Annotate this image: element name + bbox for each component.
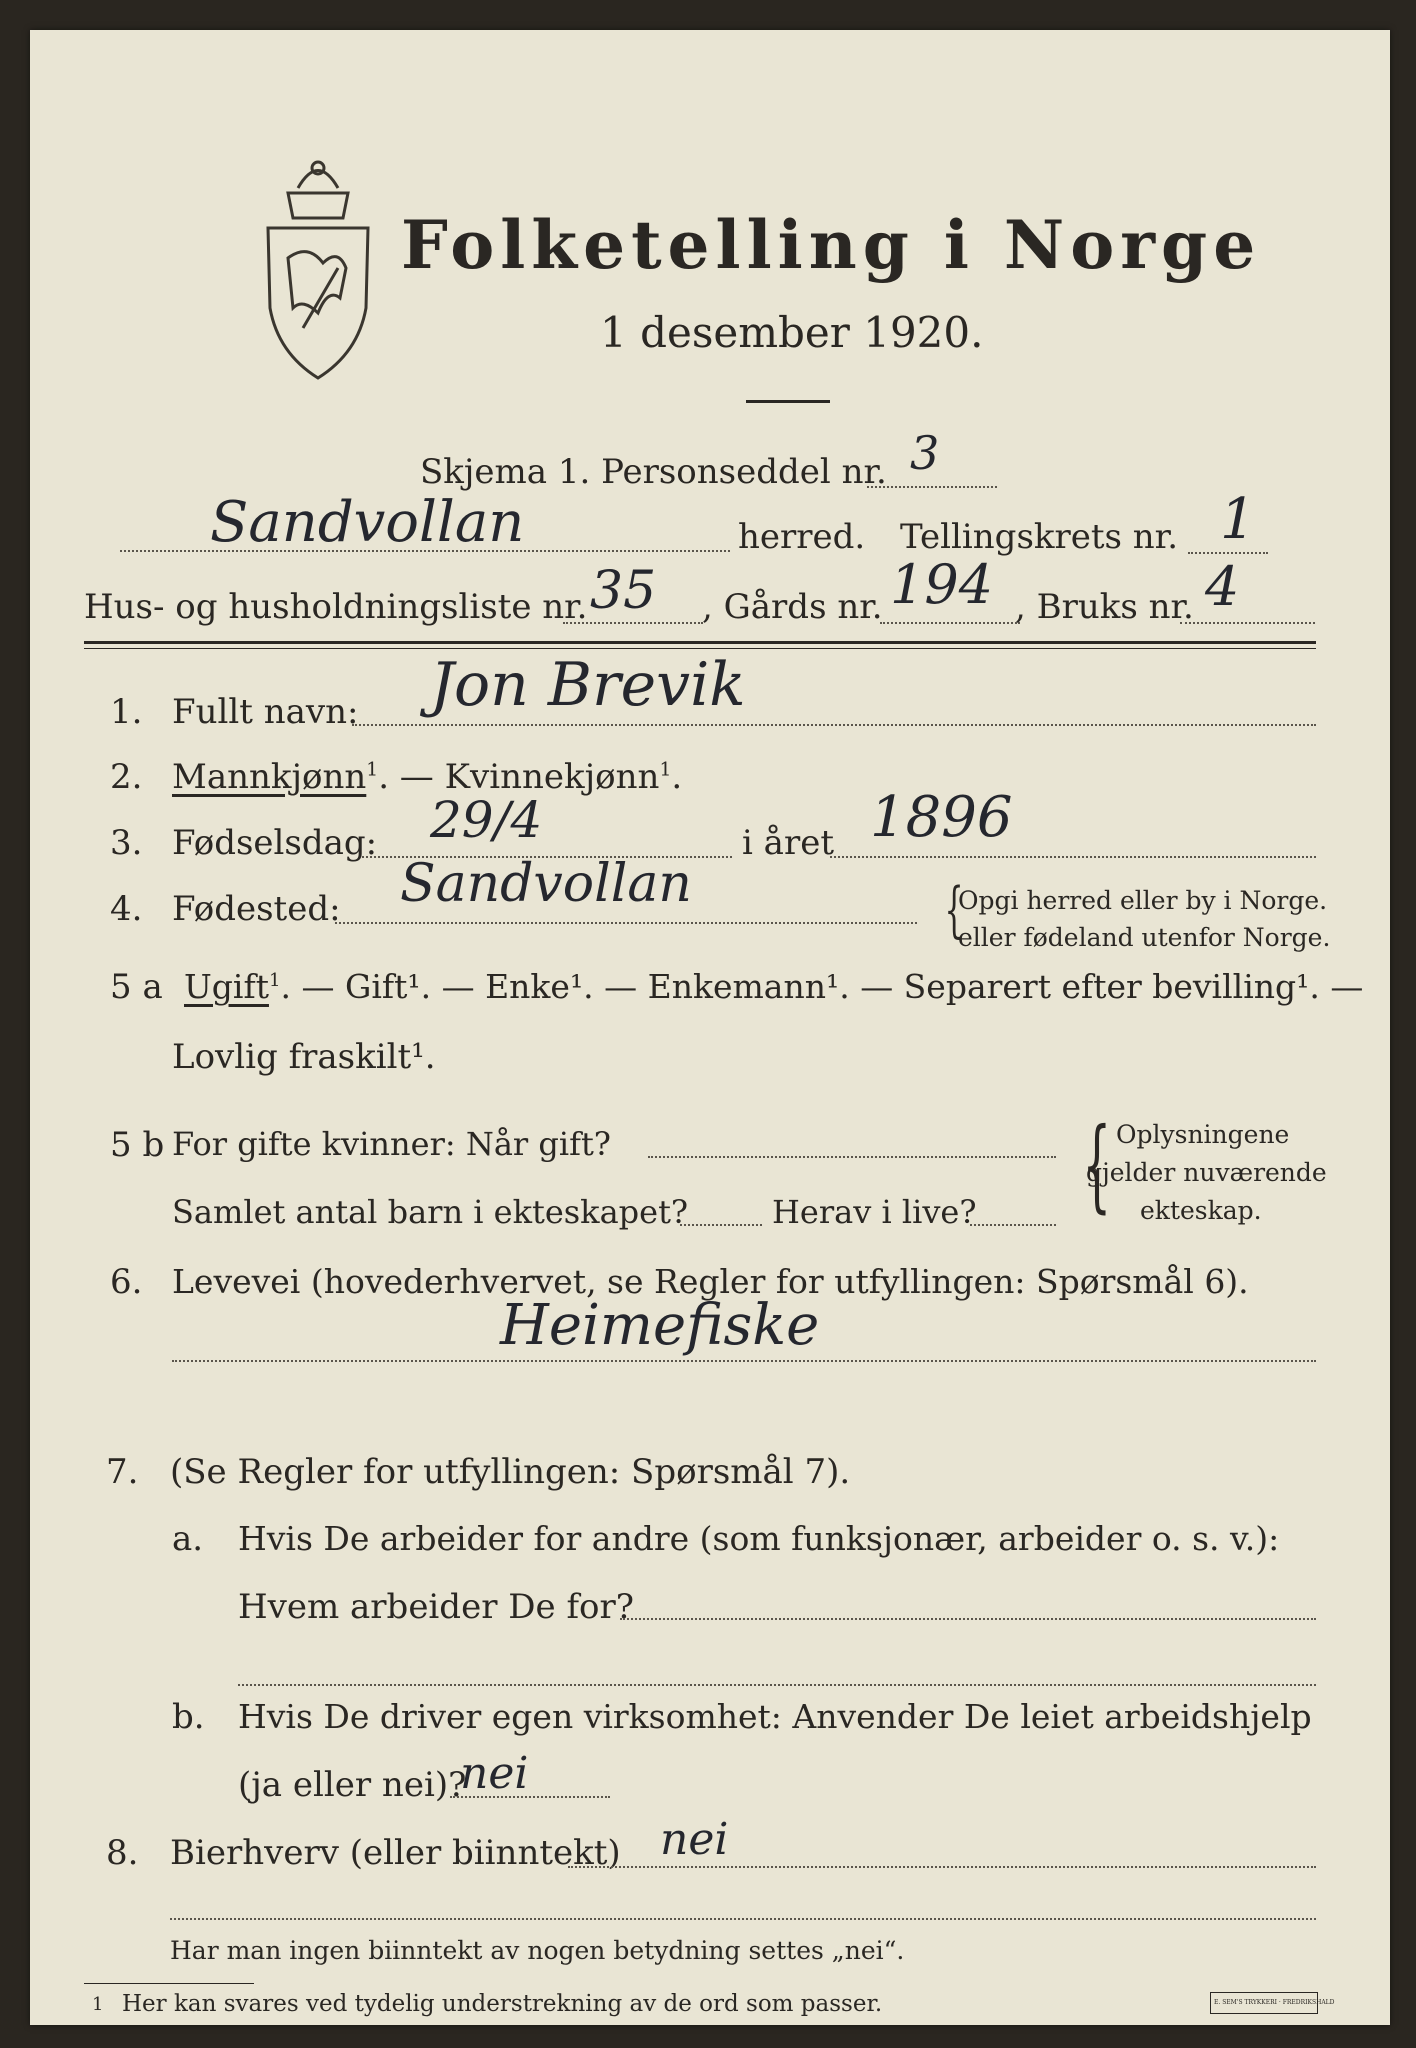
q6-number: 6. [110,1262,143,1302]
form-title: Folketelling i Norge [401,206,1262,284]
q1-full-name: Jon Brevik [430,650,746,720]
footer-note: Har man ingen biinntekt av nogen betydning settes „nei“. [170,1936,905,1965]
q1-number: 1. [110,692,143,732]
hus-number: 35 [590,561,657,621]
q5b-label-alive: Herav i live? [772,1193,977,1231]
gards-label: , Gårds nr. [702,587,883,627]
q5a-line2: Lovlig fraskilt¹. [172,1037,436,1077]
tellingskrets-number: 1 [1220,487,1256,552]
q7-number: 7. [106,1452,139,1492]
footnote-mark: 1 [92,1994,104,2015]
q2-sex-options: Mannkjønn$^1$. — Kvinnekjønn$^1$. [172,757,683,797]
q8-number: 8. [106,1833,139,1873]
q1-label: Fullt navn: [172,692,359,732]
q4-brace: { [944,875,964,945]
bruks-label: , Bruks nr. [1015,587,1194,627]
q5a-civil-status: Ugift$^1$. — Gift¹. — Enke¹. — Enkemann¹. — Separert efter bevilling¹. — [184,967,1364,1006]
q5b-label-children: Samlet antal barn i ekteskapet? [172,1193,689,1231]
q3-year-label: i året [742,823,834,863]
header-divider-bottom [84,648,1316,649]
herred-value: Sandvollan [210,490,525,555]
hus-label: Hus- og husholdningsliste nr. [84,587,588,627]
q7a-letter: a. [172,1519,204,1559]
q6-label: Levevei (hovederhvervet, se Regler for utfyllingen: Spørsmål 6). [172,1262,1249,1301]
q3-number: 3. [110,823,143,863]
personseddel-number: 3 [910,426,940,480]
header-divider-top [84,641,1316,644]
q7b-label: Hvis De driver egen virksomhet: Anvender De leiet arbeidshjelp [238,1697,1312,1736]
q6-occupation: Heimefiske [500,1293,820,1358]
tellingskrets-label: Tellingskrets nr. [900,517,1179,557]
q3-label: Fødselsdag: [172,823,378,863]
q4-number: 4. [110,889,143,929]
q2-mannkjonn-underlined: Mannkjønn [172,757,367,797]
census-form-page [30,30,1390,2025]
q5b-note-line3: ekteskap. [1140,1196,1262,1225]
q5b-note-line1: Oplysningene [1116,1120,1290,1149]
herred-label: herred. [738,517,866,557]
q3-birth-day: 29/4 [430,791,543,849]
q4-note-line2: eller fødeland utenfor Norge. [958,923,1331,952]
q5b-label-married: For gifte kvinner: Når gift? [172,1125,611,1163]
q4-note-line1: Opgi herred eller by i Norge. [958,886,1328,915]
footnote-divider [84,1983,254,1984]
q7b-letter: b. [172,1697,205,1737]
q7a-label: Hvis De arbeider for andre (som funksjonær, arbeider o. s. v.): [238,1519,1280,1558]
q5b-number: 5 b [110,1125,165,1165]
gards-number: 194 [890,553,994,616]
q5b-brace: { [1082,1106,1112,1223]
q7a-label2: Hvem arbeider De for? [238,1587,634,1627]
q5a-number: 5 a [110,967,163,1007]
bruks-number: 4 [1205,555,1240,618]
q5a-ugift-underlined: Ugift [184,967,269,1006]
q4-label: Fødested: [172,889,341,929]
q2-kvinnekjonn: Kvinnekjønn [444,757,660,797]
norwegian-coat-of-arms-icon [248,148,388,388]
q8-label: Bierhverv (eller biinntekt) [170,1833,621,1873]
q5b-note-line2: gjelder nuværende [1086,1158,1327,1187]
q7-label: (Se Regler for utfyllingen: Spørsmål 7). [170,1452,851,1492]
title-divider [746,400,830,403]
q2-number: 2. [110,757,143,797]
q3-birth-year: 1896 [870,785,1013,850]
q7b-answer: nei [460,1748,529,1799]
q7b-label2: (ja eller nei)? [238,1765,467,1805]
q8-answer: nei [660,1814,729,1865]
printer-stamp: E. SEM'S TRYKKERI · FREDRIKSHALD [1210,1992,1318,2014]
footnote-text: Her kan svares ved tydelig understrekning av de ord som passer. [122,1991,883,2017]
skjema-label: Skjema 1. Personseddel nr. [420,452,887,492]
census-date: 1 desember 1920. [600,308,984,357]
q4-birthplace: Sandvollan [400,854,692,914]
